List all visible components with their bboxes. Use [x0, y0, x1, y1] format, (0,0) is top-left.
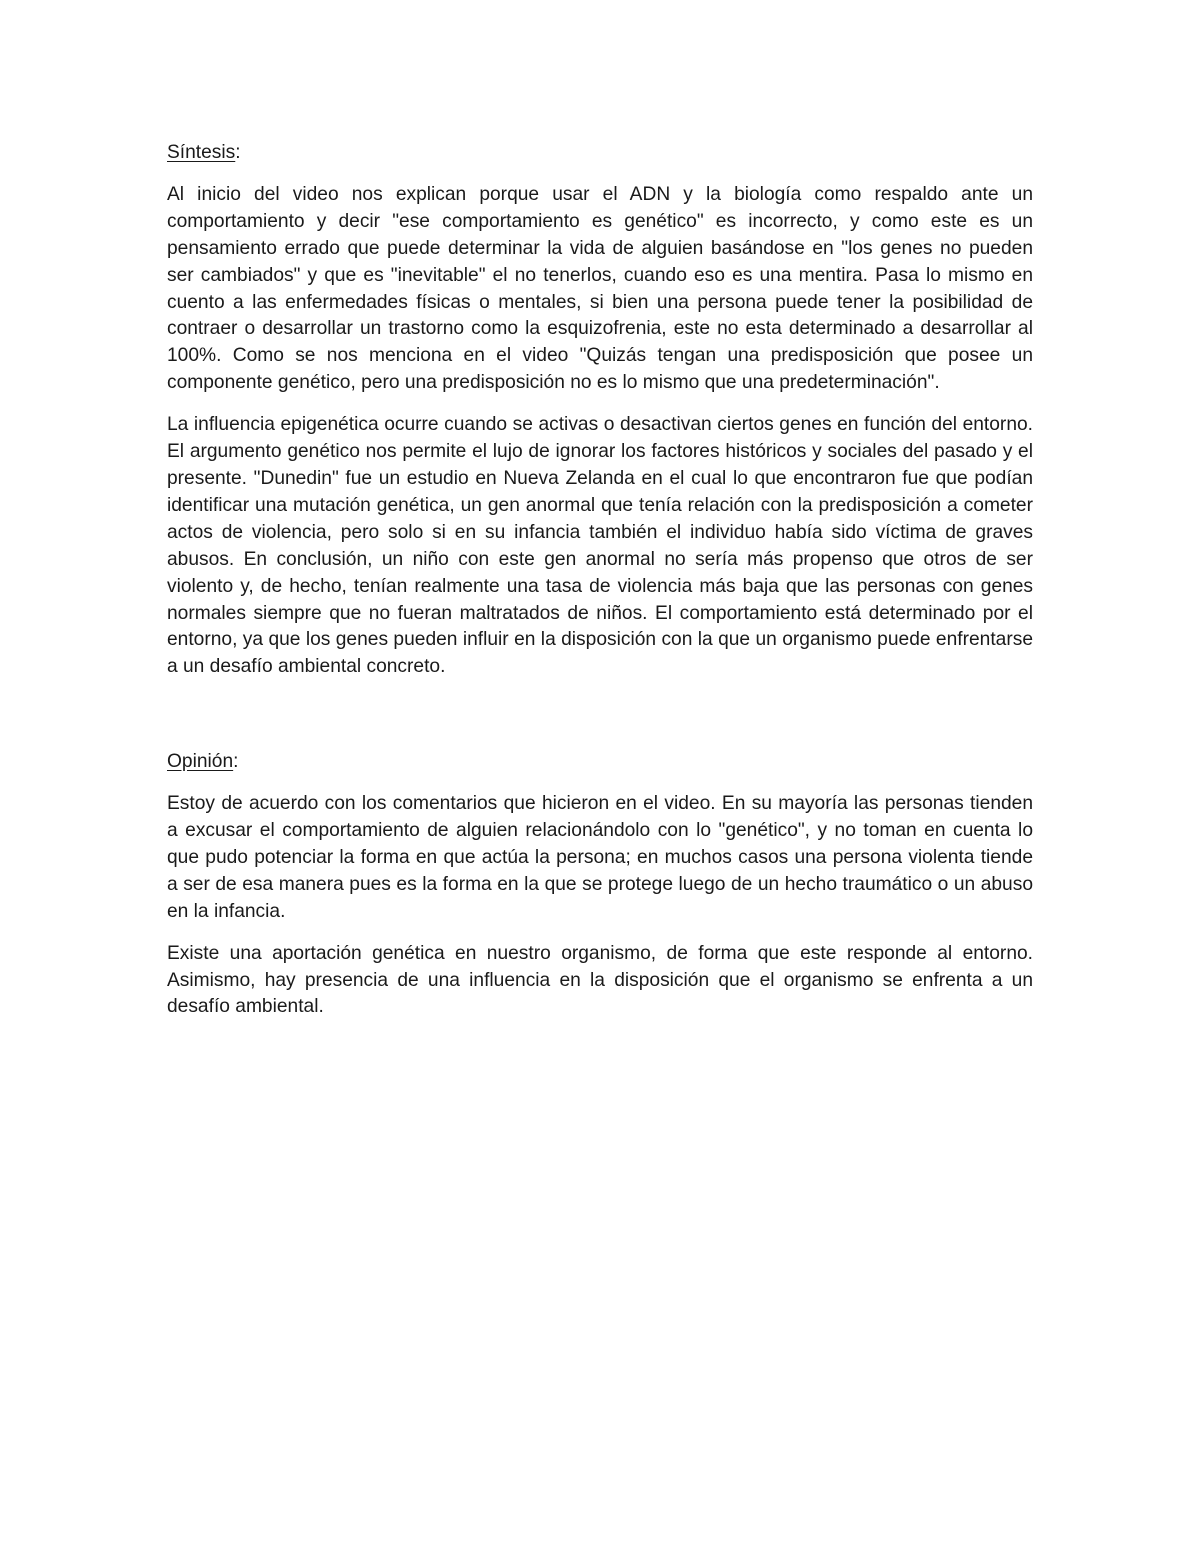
synthesis-heading-text: Síntesis — [167, 142, 236, 163]
opinion-paragraph-1: Estoy de acuerdo con los comentarios que hicieron en el video. En su mayoría las personas tienden a excusar el comportamiento de alguien relacionándolo con lo "genético", y no toman en cuenta lo que pudo potenciar la forma en que actúa la persona; en muchos casos una persona violenta tiende a ser de esa manera pues es la forma en la que se protege luego de un hecho traumático o un abuso en la infancia. — [167, 793, 1033, 922]
synthesis-paragraph-1: Al inicio del video nos explican porque usar el ADN y la biología como respaldo ante un comportamiento y decir "ese comportamiento es genético" es incorrecto, y como este es un pensamiento errado que puede determinar la vida de alguien basándose en "los genes no pueden ser cambiados" y que es "inevitable" el no tenerlos, cuando eso es una mentira. Pasa lo mismo en cuento a las enfermedades físicas o mentales, si bien una persona puede tener la posibilidad de contraer o desarrollar un trastorno como la esquizofrenia, este no esta determinado a desarrollar al 100%. Como se nos menciona en el video "Quizás tengan una predisposición que posee un componente genético, pero una predisposición no es lo mismo que una predeterminación". — [167, 183, 1033, 394]
synthesis-heading-colon: : — [235, 142, 241, 163]
document-body — [167, 140, 1033, 1036]
opinion-heading-text: Opinión — [167, 751, 234, 773]
opinion-heading — [167, 749, 1033, 776]
opinion-heading-colon: : — [233, 751, 239, 773]
synthesis-paragraph-2: La influencia epigenética ocurre cuando se activas o desactivan ciertos genes en función del entorno. El argumento genético nos permite el lujo de ignorar los factores históricos y sociales del pasado y el presente. "Dunedin" fue un estudio en Nueva Zelanda en el cual lo que encontraron fue que podían identificar una mutación genética, un gen anormal que tenía relación con la predisposición a cometer actos de violencia, pero solo si en su infancia también el individuo había sido víctima de graves abusos. En conclusión, un niño con este gen anormal no sería más propenso que otros de ser violento y, de hecho, tenían realmente una tasa de violencia más baja que las personas con genes normales siempre que no fueran maltratados de niños. El comportamiento está determinado por el entorno, ya que los genes pueden influir en la disposición con la que un organismo puede enfrentarse a un desafío ambiental concreto. — [167, 414, 1033, 678]
section-spacer — [167, 696, 1033, 749]
opinion-paragraph-2: Existe una aportación genética en nuestro organismo, de forma que este responde al entorno. Asimismo, hay presencia de una influencia en la disposición que el organismo se enfrenta a un desafío ambiental. — [167, 942, 1033, 1018]
synthesis-heading — [167, 140, 1033, 167]
